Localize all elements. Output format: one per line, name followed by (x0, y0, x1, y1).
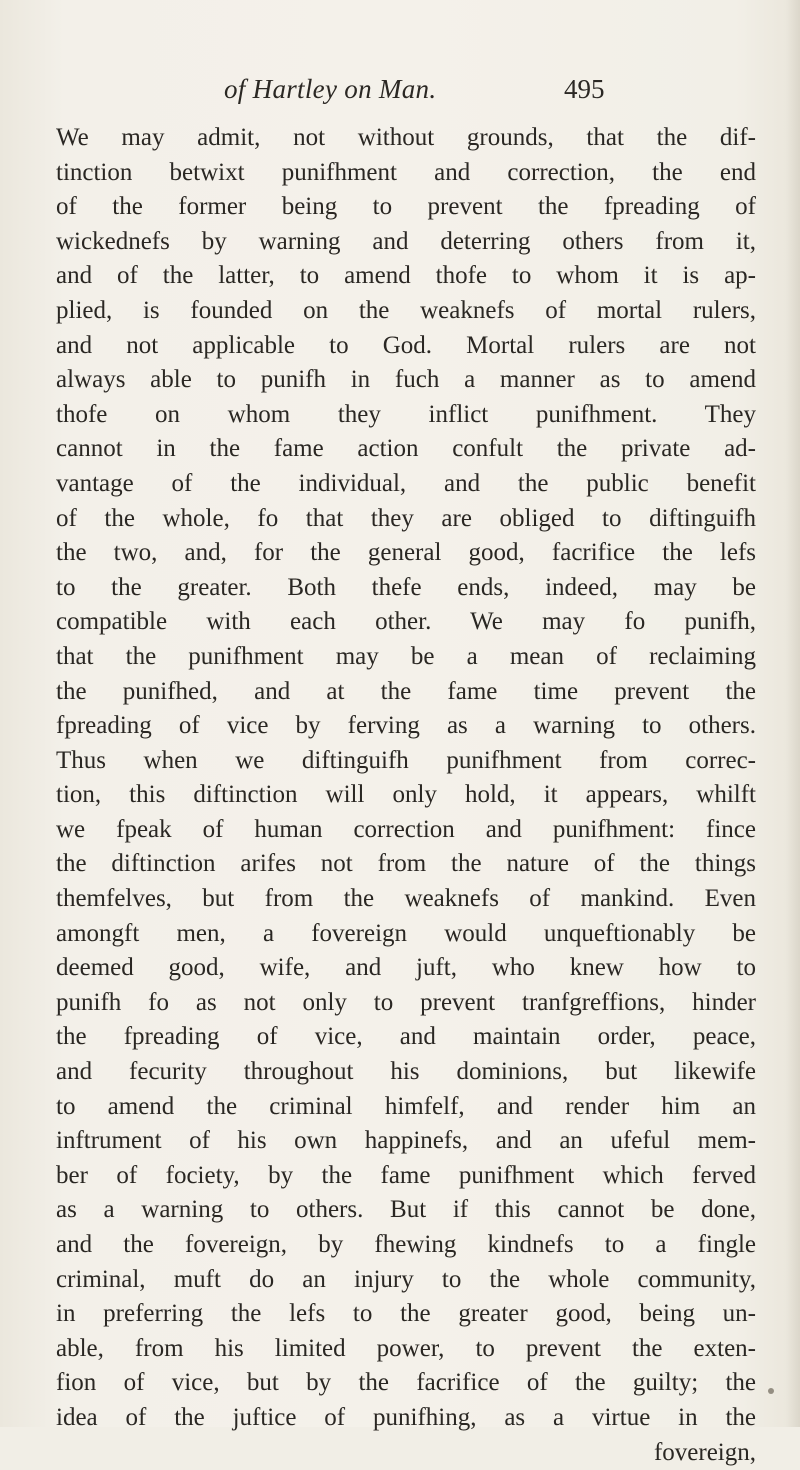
page-edge-shadow (786, 0, 800, 1427)
text-line: tion, this diftinction will only hold, it appears, whilft (56, 781, 756, 809)
text-line: wickednefs by warning and deterring others from it, (56, 227, 756, 255)
text-line: and of the latter, to amend thofe to whom it is ap- (56, 262, 756, 290)
text-line: able, from his limited power, to prevent the exten- (56, 1334, 756, 1362)
text-line: inftrument of his own happinefs, and an ufeful mem- (56, 1127, 756, 1155)
text-line: Thus when we diftinguifh punifhment from correc- (56, 746, 756, 774)
text-line: plied, is founded on the weaknefs of mortal rulers, (56, 296, 756, 324)
text-line: cannot in the fame action confult the private ad- (56, 435, 756, 463)
text-line: to amend the criminal himfelf, and render him an (56, 1092, 756, 1120)
text-line: as a warning to others. But if this cannot be done, (56, 1196, 756, 1224)
text-line: vantage of the individual, and the public benefit (56, 469, 756, 497)
catchword: fovereign, (653, 1438, 756, 1466)
text-line: We may admit, not without grounds, that the dif- (56, 124, 756, 151)
text-line: fpreading of vice by ferving as a warning to others. (56, 712, 756, 740)
text-line: ber of fociety, by the fame punifhment which ferved (56, 1161, 756, 1189)
text-line: deemed good, wife, and juft, who knew how to (56, 954, 756, 982)
text-line: and the fovereign, by fhewing kindnefs to a fingle (56, 1231, 756, 1258)
text-line: the two, and, for the general good, facrifice the lefs (56, 539, 756, 567)
text-line: that the punifhment may be a mean of reclaiming (56, 642, 756, 670)
running-title: of Hartley on Man. (224, 74, 437, 104)
text-line: always able to punifh in fuch a manner as to amend (56, 366, 756, 394)
text-line: tinction betwixt punifhment and correction, the end (56, 158, 756, 186)
text-line: the punifhed, and at the fame time prevent the (56, 677, 756, 705)
text-line: compatible with each other. We may fo punifh, (56, 608, 756, 636)
text-line: the diftinction arifes not from the nature of the things (56, 850, 756, 878)
text-line: of the whole, fo that they are obliged to diftinguifh (56, 504, 756, 532)
text-line: themfelves, but from the weaknefs of mankind. Even (56, 885, 756, 913)
body-text (56, 121, 756, 1470)
page-number: 495 (564, 74, 605, 104)
text-line: criminal, muft do an injury to the whole community, (56, 1265, 756, 1293)
text-line: of the former being to prevent the fpreading of (56, 193, 756, 221)
text-line: to the greater. Both thefe ends, indeed, may be (56, 573, 756, 601)
text-line: amongft men, a fovereign would unqueftionably be (56, 919, 756, 947)
text-line: and fecurity throughout his dominions, but likewife (56, 1058, 756, 1086)
text-line: we fpeak of human correction and punifhment: fince (56, 815, 756, 843)
text-line: punifh fo as not only to prevent tranfgreffions, hinder (56, 988, 756, 1016)
page-header (0, 74, 800, 114)
text-line: idea of the juftice of punifhing, as a virtue in the (56, 1403, 756, 1431)
text-line: and not applicable to God. Mortal rulers are not (56, 331, 756, 359)
text-line: the fpreading of vice, and maintain order, peace, (56, 1023, 756, 1051)
text-line: thofe on whom they inflict punifhment. They (56, 400, 756, 428)
ink-speck (768, 1388, 774, 1394)
text-line: in preferring the lefs to the greater good, being un- (56, 1300, 756, 1328)
text-line: fion of vice, but by the facrifice of the guilty; the (56, 1369, 756, 1397)
